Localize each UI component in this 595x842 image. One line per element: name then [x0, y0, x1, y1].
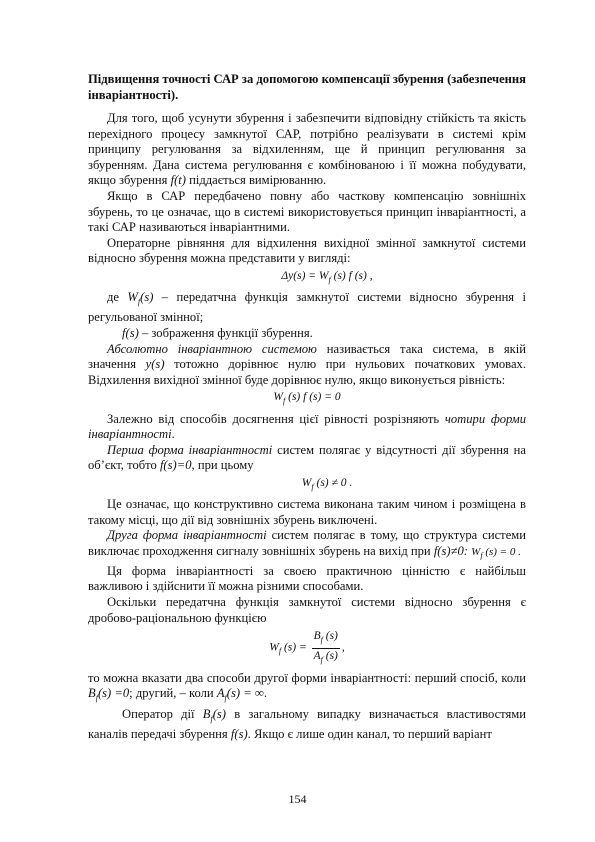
math-symbol: (s) = ∞	[226, 686, 264, 701]
math-subscript: f	[480, 551, 483, 561]
fraction-denominator	[312, 649, 340, 667]
page-number: 154	[288, 792, 307, 806]
formula-subscript: f	[311, 482, 314, 492]
paragraph-text: – зображення функції збурення.	[138, 325, 313, 340]
paragraph-text: Залежно від способів досягнення цієї рівності розрізняють	[107, 411, 445, 426]
paragraph-practical-value: Ця форма інваріантності за своєю практичною цінністю є найбільш важливою і здійснити її можна різними способами.	[88, 563, 526, 594]
math-symbol: W	[127, 290, 138, 305]
formula-part: Δy(s) = W	[281, 269, 329, 282]
math-subscript: f	[137, 297, 141, 307]
paragraph-intro	[88, 111, 526, 189]
math-symbol: (s)	[140, 290, 154, 305]
paragraph-two-methods	[88, 671, 526, 707]
formula-nonzero	[88, 475, 526, 495]
math-subscript: f	[95, 693, 98, 703]
inline-math	[202, 706, 226, 724]
formula-part: (s) f (s) ,	[330, 269, 373, 282]
paragraph-text: тотожно дорівнює нулю при нульових початкових умовах. Відхилення вихідної змінної буде дорівнює нулю, якщо виконується рівність:	[88, 357, 526, 387]
math-symbol: B	[202, 706, 211, 721]
math-symbol: A	[216, 686, 225, 701]
formula-part: (s) f (s) = 0	[285, 391, 341, 404]
formula-subscript: f	[283, 396, 286, 406]
formula-subscript: f	[320, 635, 323, 645]
math-symbol: (s) =0	[97, 686, 130, 701]
paragraph-second-form	[88, 528, 526, 563]
paragraph-text: ; другий, – коли	[129, 686, 217, 701]
paragraph-text: то можна вказати два способи другої форми інваріантності: перший спосіб, коли	[88, 670, 526, 685]
paragraph-text: Оператор дії	[122, 706, 203, 721]
inline-math: f(t)	[170, 173, 186, 188]
paragraph-text: .	[171, 427, 175, 442]
paragraph-text: називається така система, в якій значення	[88, 341, 526, 372]
inline-math: y(s)	[145, 357, 165, 372]
fraction-numerator	[312, 629, 340, 648]
formula-transfer-fraction	[88, 629, 526, 667]
inline-math	[471, 546, 521, 561]
math-symbol: (s) = 0 .	[482, 546, 521, 559]
paragraph-text: .	[263, 686, 267, 701]
paragraph-text: де	[107, 290, 128, 305]
formula-equality	[88, 389, 526, 409]
formula-part: (s)	[322, 630, 338, 643]
paragraph-constructive: Це означає, що конструктивно система виконана таким чином і розміщена в такому місці, що дії від зовнішніх збурень виключені.	[88, 497, 526, 527]
formula-part: (s)	[322, 649, 338, 662]
paragraph-text: систем полягає у відсутності дії збурення на об’єкт, тобто	[88, 442, 526, 473]
math-symbol: B	[88, 686, 96, 701]
emphasis-term: Абсолютно інваріантною системою	[107, 341, 317, 356]
formula-subscript: f	[278, 646, 282, 656]
inline-math	[216, 686, 264, 703]
formula-part: ,	[341, 641, 345, 654]
formula-part: W	[269, 641, 279, 654]
math-symbol: W	[471, 546, 481, 559]
formula-part: W	[273, 391, 283, 404]
formula-part: B	[313, 630, 321, 643]
formula-part: (s) ≠ 0 .	[313, 476, 353, 489]
paragraph-text: . Якщо є лише один канал, то перший варіант	[247, 726, 492, 741]
math-symbol: (s)	[212, 706, 226, 721]
paragraph-text: в загальному випадку визначається властивостями каналів передачі збурення	[88, 706, 526, 741]
page-content	[88, 71, 526, 742]
paragraph-text: , при цьому	[191, 458, 254, 473]
paragraph-text: – передатчна функція замкнутої системи відносно збурення і регульованої змінної;	[88, 290, 526, 325]
fraction	[312, 629, 340, 667]
math-subscript: f	[210, 714, 213, 724]
formula-part: (s) =	[281, 641, 307, 654]
formula-deviation	[88, 268, 526, 288]
paragraph-operator-action	[88, 707, 526, 743]
math-subscript: f	[224, 693, 227, 703]
paragraph-text: Для того, щоб усунути збурення і забезпечити відповідну стійкість та якість перехідного процесу замкнутої САР, потрібно реалізувати в системі крім принципу регулювання за відхиленням, ще й принцип регулювання за збуренням. Дана система регулювання є комбінованою і її можна побудувати, якщо збурення	[88, 111, 526, 188]
paragraph-text: систем полягає в тому, що структура системи виключає проходження сигналу зовнішніх збурень на вихід при	[88, 528, 526, 559]
paragraph-fractional: Оскільки передатчна функція замкнутої системи відносно збурення є дробово-раціональною функцією	[88, 595, 526, 625]
formula-subscript: f	[320, 654, 323, 664]
formula-part: A	[313, 649, 321, 662]
formula-subscript: f	[328, 275, 331, 285]
emphasis-term: чотири форми інваріантності	[88, 411, 526, 442]
inline-math: f(s)≠0:	[433, 544, 472, 559]
paragraph-where-fs	[88, 326, 526, 342]
emphasis-term: Перша форма інваріантності	[107, 442, 273, 457]
section-heading: Підвищення точності САР за допомогою компенсації збурення (забезпечення інваріантності).	[88, 72, 526, 102]
paragraph-absolute-invariance	[88, 342, 526, 389]
paragraph-first-form	[88, 443, 526, 474]
emphasis-term: Друга форма інваріантності	[107, 528, 267, 543]
paragraph-where-wf	[88, 290, 526, 326]
paragraph-four-forms	[88, 412, 526, 443]
inline-math	[88, 686, 130, 703]
inline-math: f(s)	[230, 726, 248, 741]
paragraph-operator-equation: Операторне рівняння для відхилення вихідної змінної замкнутої системи відносно збурення можна представити у вигляді:	[88, 235, 526, 266]
paragraph-invariance-definition: Якщо в САР передбачено повну або часткову компенсацію зовнішніх збурень, то це означає, що в системі використовується принцип інваріантності, а такі САР називаються інваріантними.	[88, 188, 526, 235]
inline-math: f(s)	[122, 325, 139, 340]
formula-part: W	[301, 476, 312, 489]
paragraph-text: піддається вимірюванню.	[185, 173, 327, 188]
inline-math: f(s)=0	[159, 458, 192, 473]
inline-math	[127, 290, 154, 307]
